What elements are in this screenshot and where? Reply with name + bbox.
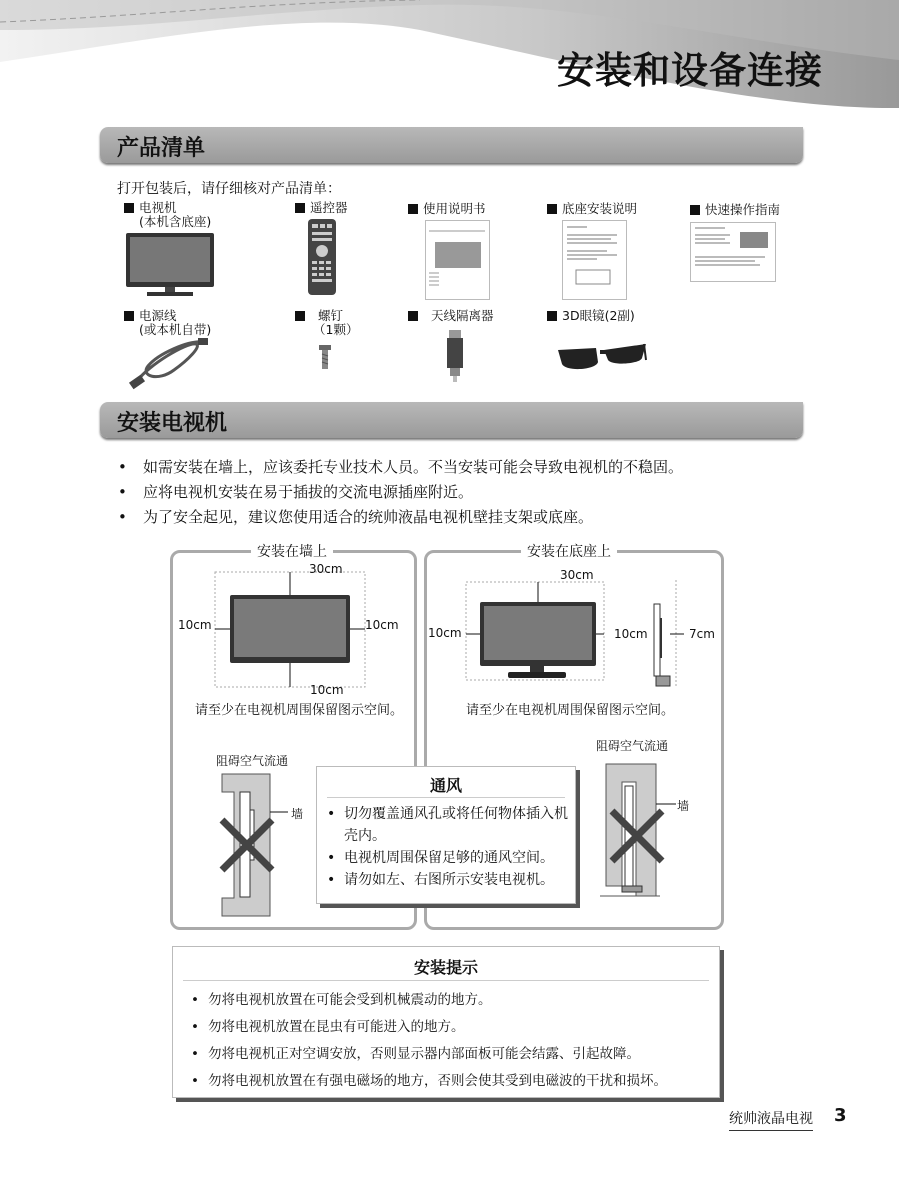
wall-right-gap: 10cm <box>365 618 399 632</box>
wall-note: 请至少在电视机周围保留图示空间。 <box>195 703 404 718</box>
product-manual: 使用说明书 <box>408 202 486 216</box>
list-item: • 电视机周围保留足够的通风空间。 <box>327 847 572 869</box>
install-bullets <box>118 455 683 530</box>
quick-guide-image <box>690 222 776 282</box>
list-item: • 切勿覆盖通风孔或将任何物体插入机壳内。 <box>327 803 572 847</box>
stand-top-gap: 30cm <box>560 568 594 582</box>
remote-image <box>307 218 337 296</box>
section-title: 产品清单 <box>117 136 206 161</box>
stand-note: 请至少在电视机周围保留图示空间。 <box>466 703 675 718</box>
list-item: • 勿将电视机放置在有强电磁场的地方，否则会使其受到电磁波的干扰和损坏。 <box>191 1068 667 1095</box>
stand-wall-label: 墙 <box>677 799 690 813</box>
section-bar-install-tv <box>100 402 803 438</box>
product-remote: 遥控器 <box>295 201 348 215</box>
list-item: • 如需安装在墙上，应该委托专业技术人员。不当安装可能会导致电视机的不稳固。 <box>118 455 683 480</box>
page-number: 3 <box>834 1105 847 1126</box>
list-item: • 勿将电视机放置在可能会受到机械震动的地方。 <box>191 987 667 1014</box>
list-item: • 勿将电视机放置在昆虫有可能进入的地方。 <box>191 1014 667 1041</box>
product-power-cord: 电源线 (或本机自带) <box>124 309 211 337</box>
wall-top-gap: 30cm <box>309 562 343 576</box>
manual-image <box>425 220 490 300</box>
power-cord-image <box>128 336 210 392</box>
3d-glasses-image <box>556 340 648 374</box>
stand-clearance-diagram <box>432 568 717 698</box>
section-bar-product-list <box>100 127 803 163</box>
wall-obstruct-diagram <box>218 770 298 920</box>
stand-right-gap: 10cm <box>614 627 648 641</box>
product-3d-glasses: 3D眼镜(2副) <box>547 309 635 323</box>
stand-obstruct-label: 阻碍空气流通 <box>596 739 669 753</box>
product-quick-guide: 快速操作指南 <box>690 203 780 217</box>
product-antenna-isolator: 天线隔离器 <box>408 309 494 323</box>
wall-obstruct-label: 阻碍空气流通 <box>216 754 289 768</box>
install-tips-box <box>172 946 720 1098</box>
tv-image <box>125 232 215 298</box>
list-item: • 应将电视机安装在易于插拔的交流电源插座附近。 <box>118 480 683 505</box>
wall-label: 墙 <box>291 807 304 821</box>
product-tv: 电视机 (本机含底座) <box>124 201 211 229</box>
page-title: 安装和设备连接 <box>557 49 823 92</box>
product-stand-guide: 底座安装说明 <box>547 202 637 216</box>
wall-left-gap: 10cm <box>178 618 212 632</box>
wall-panel-title: 安装在墙上 <box>251 541 333 561</box>
wall-bottom-gap: 10cm <box>310 683 344 697</box>
list-item: • 请勿如左、右图所示安装电视机。 <box>327 869 572 891</box>
ventilation-box <box>316 766 576 904</box>
stand-left-gap: 10cm <box>428 626 462 640</box>
stand-obstruct-diagram <box>600 756 710 900</box>
list-item: • 勿将电视机正对空调安放，否则显示器内部面板可能会结露、引起故障。 <box>191 1041 667 1068</box>
list-item: • 为了安全起见，建议您使用适合的统帅液晶电视机壁挂支架或底座。 <box>118 505 683 530</box>
product-screw: 螺钉 （1颗） <box>295 309 358 337</box>
stand-panel-title: 安装在底座上 <box>521 541 617 561</box>
product-intro: 打开包装后，请仔细核对产品清单： <box>117 181 341 197</box>
antenna-isolator-image <box>446 330 464 382</box>
footer-brand: 统帅液晶电视 <box>729 1108 813 1131</box>
screw-image <box>317 345 333 371</box>
wall-clearance-diagram <box>180 568 405 698</box>
tips-title: 安装提示 <box>413 958 478 977</box>
ventilation-title: 通风 <box>429 776 462 795</box>
stand-side-gap: 7cm <box>689 627 715 641</box>
section-title: 安装电视机 <box>117 411 228 436</box>
stand-guide-image <box>562 220 627 300</box>
